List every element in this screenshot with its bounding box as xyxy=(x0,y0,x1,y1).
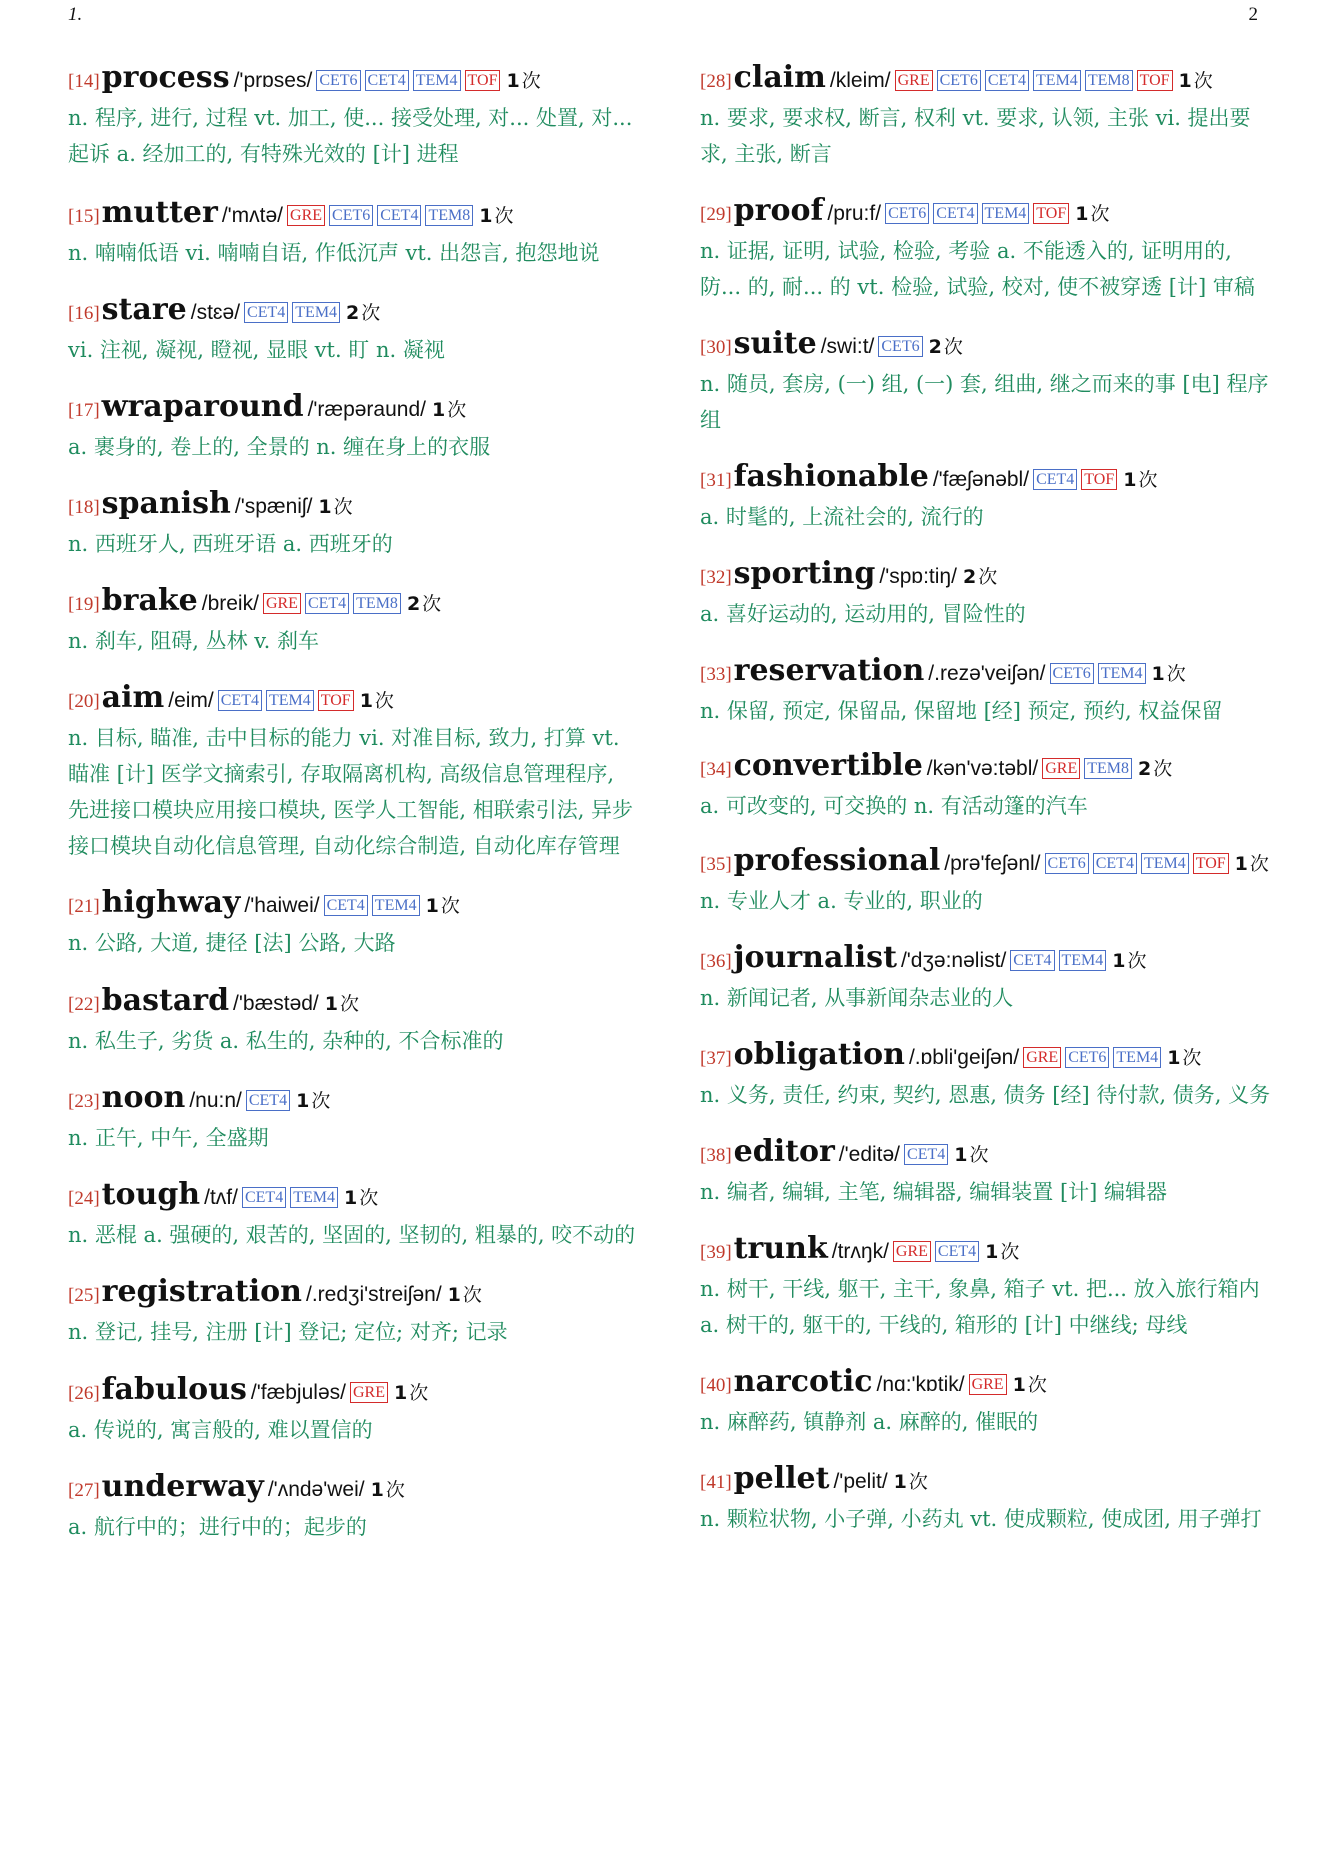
entry-headline xyxy=(68,1274,638,1314)
entry-index: [24] xyxy=(68,1188,100,1209)
entry-headline xyxy=(68,195,638,235)
phonetic: /nu:n/ xyxy=(189,1089,242,1112)
entry-index: [38] xyxy=(700,1145,732,1166)
exam-tag-tem8: TEM8 xyxy=(1084,758,1132,779)
entry-headline xyxy=(700,843,1272,883)
count-unit: 次 xyxy=(494,205,514,227)
definition: n. 新闻记者, 从事新闻杂志业的人 xyxy=(700,986,1014,1010)
count-unit: 次 xyxy=(422,593,442,615)
page-number-right: 2 xyxy=(1248,4,1258,25)
exam-tag-tem4: TEM4 xyxy=(1059,950,1107,971)
headword: noon xyxy=(101,1080,186,1115)
exam-tag-cet4: CET4 xyxy=(365,70,409,91)
occurrence-count: 1 xyxy=(447,1284,461,1306)
headword: narcotic xyxy=(733,1364,873,1399)
exam-tag-tem4: TEM4 xyxy=(266,690,314,711)
entry-headline xyxy=(700,748,1272,788)
occurrence-count: 1 xyxy=(318,496,332,518)
exam-tag-cet6: CET6 xyxy=(878,336,922,357)
entry-index: [25] xyxy=(68,1285,100,1306)
entry-index: [16] xyxy=(68,303,100,324)
count-unit: 次 xyxy=(1182,1047,1202,1069)
exam-tag-tem4: TEM4 xyxy=(982,203,1030,224)
phonetic: /'pelit/ xyxy=(833,1470,888,1493)
definition: n. 西班牙人, 西班牙语 a. 西班牙的 xyxy=(68,532,393,556)
phonetic: /'editə/ xyxy=(838,1143,901,1166)
exam-tag-gre: GRE xyxy=(895,70,933,91)
occurrence-count: 1 xyxy=(393,1382,408,1404)
headword: registration xyxy=(101,1274,302,1309)
entry-headline xyxy=(68,885,638,925)
entry-fabulous xyxy=(68,1372,638,1448)
headword: editor xyxy=(733,1134,835,1169)
phonetic: /'fæbjuləs/ xyxy=(250,1381,346,1404)
phonetic: /prə'feʃənl/ xyxy=(944,852,1041,875)
count-unit: 次 xyxy=(521,70,541,92)
definition: n. 刹车, 阻碍, 丛林 v. 刹车 xyxy=(68,629,319,653)
occurrence-count: 1 xyxy=(324,993,339,1015)
exam-tag-cet4: CET4 xyxy=(985,70,1029,91)
definition: n. 恶棍 a. 强硬的, 艰苦的, 坚固的, 坚韧的, 粗暴的, 咬不动的 xyxy=(68,1223,636,1247)
exam-tag-cet4: CET4 xyxy=(324,895,368,916)
phonetic: /.redʒi'streiʃən/ xyxy=(306,1283,442,1306)
occurrence-count: 2 xyxy=(928,336,942,358)
entry-headline xyxy=(700,1134,1272,1174)
exam-tag-tem4: TEM4 xyxy=(290,1187,338,1208)
count-unit: 次 xyxy=(978,566,998,588)
exam-tag-tof: TOF xyxy=(1137,70,1173,91)
entry-index: [28] xyxy=(700,71,732,92)
entry-claim xyxy=(700,60,1272,172)
entry-headline xyxy=(68,1080,638,1120)
entry-journalist xyxy=(700,940,1272,1016)
headword: stare xyxy=(101,292,187,327)
definition: n. 专业人才 a. 专业的, 职业的 xyxy=(700,889,983,913)
count-unit: 次 xyxy=(374,690,394,712)
entry-headline xyxy=(68,60,638,100)
occurrence-count: 1 xyxy=(985,1241,999,1263)
entry-index: [37] xyxy=(700,1048,732,1069)
headword: underway xyxy=(101,1469,264,1504)
entry-noon xyxy=(68,1080,638,1156)
entry-mutter xyxy=(68,195,638,271)
occurrence-count: 1 xyxy=(1123,469,1137,491)
phonetic: /'prɒses/ xyxy=(233,69,313,92)
occurrence-count: 1 xyxy=(359,690,373,712)
entry-index: [15] xyxy=(68,206,100,227)
entry-index: [34] xyxy=(700,759,732,780)
headword: claim xyxy=(733,60,826,95)
entry-index: [21] xyxy=(68,896,100,917)
occurrence-count: 2 xyxy=(406,593,421,615)
entry-suite xyxy=(700,326,1272,438)
entry-headline xyxy=(700,60,1272,100)
entry-fashionable xyxy=(700,459,1272,535)
phonetic: /.ɒbli'geiʃən/ xyxy=(908,1046,1020,1069)
entry-headline xyxy=(68,486,638,526)
occurrence-count: 1 xyxy=(954,1144,968,1166)
exam-tag-tem4: TEM4 xyxy=(1033,70,1081,91)
exam-tag-cet4: CET4 xyxy=(244,302,288,323)
exam-tag-cet4: CET4 xyxy=(218,690,262,711)
entry-headline xyxy=(68,1469,638,1509)
headword: fabulous xyxy=(101,1372,247,1407)
definition: a. 时髦的, 上流社会的, 流行的 xyxy=(700,505,984,529)
exam-tag-tem8: TEM8 xyxy=(1085,70,1133,91)
entry-spanish xyxy=(68,486,638,562)
count-unit: 次 xyxy=(1090,203,1110,225)
occurrence-count: 1 xyxy=(1178,70,1192,92)
headword: reservation xyxy=(733,653,925,688)
exam-tag-gre: GRE xyxy=(893,1241,931,1262)
exam-tag-cet6: CET6 xyxy=(316,70,360,91)
phonetic: /'ʌndə'wei/ xyxy=(267,1478,365,1501)
entry-index: [27] xyxy=(68,1480,100,1501)
exam-tag-tem4: TEM4 xyxy=(413,70,461,91)
exam-tag-tem4: TEM4 xyxy=(292,302,340,323)
phonetic: /'bæstəd/ xyxy=(233,992,319,1015)
exam-tag-cet6: CET6 xyxy=(937,70,981,91)
exam-tag-gre: GRE xyxy=(350,1382,388,1403)
entry-stare xyxy=(68,292,638,368)
entry-headline xyxy=(700,1037,1272,1077)
exam-tag-cet4: CET4 xyxy=(1010,950,1054,971)
count-unit: 次 xyxy=(409,1382,429,1404)
right-column xyxy=(700,60,1272,1537)
entry-process xyxy=(68,60,638,172)
exam-tag-tem4: TEM4 xyxy=(1113,1047,1161,1068)
phonetic: /breik/ xyxy=(201,592,259,615)
exam-tag-tof: TOF xyxy=(1081,469,1117,490)
entry-pellet xyxy=(700,1461,1272,1537)
definition: a. 喜好运动的, 运动用的, 冒险性的 xyxy=(700,602,1026,626)
occurrence-count: 1 xyxy=(1151,663,1165,685)
entry-index: [29] xyxy=(700,204,732,225)
definition: n. 随员, 套房, (一) 组, (一) 套, 组曲, 继之而来的事 [电] 程序组 xyxy=(700,372,1269,432)
exam-tag-tem4: TEM4 xyxy=(1141,853,1189,874)
entry-headline xyxy=(700,193,1272,233)
entry-index: [23] xyxy=(68,1091,100,1112)
occurrence-count: 1 xyxy=(893,1471,907,1493)
headword: aim xyxy=(101,680,165,715)
entry-headline xyxy=(700,1364,1272,1404)
phonetic: /swi:t/ xyxy=(820,335,875,358)
entry-trunk xyxy=(700,1231,1272,1343)
exam-tag-tof: TOF xyxy=(318,690,354,711)
headword: highway xyxy=(101,885,241,920)
occurrence-count: 1 xyxy=(1075,203,1089,225)
exam-tag-cet4: CET4 xyxy=(1093,853,1137,874)
definition: n. 登记, 挂号, 注册 [计] 登记; 定位; 对齐; 记录 xyxy=(68,1320,508,1344)
headword: tough xyxy=(101,1177,201,1212)
headword: proof xyxy=(733,193,824,228)
definition: n. 证据, 证明, 试验, 检验, 考验 a. 不能透入的, 证明用的, 防... 的, 耐... 的 vt. 检验, 试验, 校对, 使不被穿透 [计] 审稿 xyxy=(700,239,1255,299)
entry-headline xyxy=(700,653,1272,693)
exam-tag-tem8: TEM8 xyxy=(353,593,401,614)
exam-tag-tem4: TEM4 xyxy=(372,895,420,916)
entry-headline xyxy=(700,459,1272,499)
occurrence-count: 1 xyxy=(1167,1047,1181,1069)
exam-tag-cet6: CET6 xyxy=(885,203,929,224)
headword: trunk xyxy=(733,1231,828,1266)
count-unit: 次 xyxy=(943,336,963,358)
exam-tag-cet4: CET4 xyxy=(933,203,977,224)
headword: obligation xyxy=(733,1037,905,1072)
definition: n. 喃喃低语 vi. 喃喃自语, 作低沉声 vt. 出怨言, 抱怨地说 xyxy=(68,241,600,265)
exam-tag-cet4: CET4 xyxy=(935,1241,979,1262)
phonetic: /trʌŋk/ xyxy=(831,1240,889,1263)
entry-index: [31] xyxy=(700,470,732,491)
count-unit: 次 xyxy=(1153,758,1173,780)
definition: n. 颗粒状物, 小子弹, 小药丸 vt. 使成颗粒, 使成团, 用子弹打 xyxy=(700,1507,1262,1531)
entry-index: [17] xyxy=(68,400,100,421)
entry-index: [30] xyxy=(700,337,732,358)
exam-tag-cet4: CET4 xyxy=(904,1144,948,1165)
entry-headline xyxy=(700,556,1272,596)
count-unit: 次 xyxy=(1193,70,1213,92)
definition: a. 航行中的；进行中的；起步的 xyxy=(68,1515,367,1539)
entry-obligation xyxy=(700,1037,1272,1113)
occurrence-count: 2 xyxy=(346,302,360,324)
count-unit: 次 xyxy=(1166,663,1186,685)
entry-headline xyxy=(68,680,638,720)
entry-headline xyxy=(68,983,638,1023)
entry-professional xyxy=(700,843,1272,919)
definition: n. 保留, 预定, 保留品, 保留地 [经] 预定, 预约, 权益保留 xyxy=(700,699,1223,723)
exam-tag-cet4: CET4 xyxy=(246,1090,290,1111)
entry-index: [33] xyxy=(700,664,732,685)
definition: n. 义务, 责任, 约束, 契约, 恩惠, 债务 [经] 待付款, 债务, 义务 xyxy=(700,1083,1271,1107)
entry-index: [14] xyxy=(68,71,100,92)
entry-headline xyxy=(700,940,1272,980)
definition: a. 可改变的, 可交换的 n. 有活动篷的汽车 xyxy=(700,794,1088,818)
entry-index: [40] xyxy=(700,1375,732,1396)
entry-narcotic xyxy=(700,1364,1272,1440)
count-unit: 次 xyxy=(1249,853,1269,875)
headword: bastard xyxy=(101,983,230,1018)
count-unit: 次 xyxy=(908,1471,928,1493)
phonetic: /nɑ:'kɒtik/ xyxy=(876,1373,965,1396)
phonetic: /kleim/ xyxy=(829,69,891,92)
entry-index: [41] xyxy=(700,1472,732,1493)
exam-tag-gre: GRE xyxy=(1023,1047,1061,1068)
entry-wraparound xyxy=(68,389,638,465)
count-unit: 次 xyxy=(1127,950,1147,972)
phonetic: /tʌf/ xyxy=(204,1186,238,1209)
entry-index: [32] xyxy=(700,567,732,588)
occurrence-count: 1 xyxy=(1234,853,1248,875)
entry-index: [36] xyxy=(700,951,732,972)
exam-tag-gre: GRE xyxy=(287,205,325,226)
definition: vi. 注视, 凝视, 瞪视, 显眼 vt. 盯 n. 凝视 xyxy=(68,338,445,362)
definition: n. 树干, 干线, 躯干, 主干, 象鼻, 箱子 vt. 把... 放入旅行箱内 a. 树干的, 躯干的, 干线的, 箱形的 [计] 中继线; 母线 xyxy=(700,1277,1260,1337)
occurrence-count: 2 xyxy=(962,566,977,588)
entry-headline xyxy=(700,326,1272,366)
entry-index: [26] xyxy=(68,1383,100,1404)
headword: journalist xyxy=(733,940,897,975)
entry-registration xyxy=(68,1274,638,1350)
entry-index: [22] xyxy=(68,994,100,1015)
phonetic: /'spɒ:tiŋ/ xyxy=(879,565,957,588)
headword: brake xyxy=(101,583,198,618)
phonetic: /pru:f/ xyxy=(827,202,882,225)
occurrence-count: 1 xyxy=(425,895,439,917)
occurrence-count: 1 xyxy=(296,1090,310,1112)
occurrence-count: 1 xyxy=(343,1187,358,1209)
phonetic: /'fæʃənəbl/ xyxy=(932,468,1030,491)
exam-tag-tof: TOF xyxy=(465,70,501,91)
count-unit: 次 xyxy=(447,399,467,421)
entry-index: [35] xyxy=(700,854,732,875)
entry-editor xyxy=(700,1134,1272,1210)
exam-tag-cet6: CET6 xyxy=(1045,853,1089,874)
page-number-left: 1. xyxy=(68,4,83,25)
exam-tag-cet6: CET6 xyxy=(329,205,373,226)
definition: n. 目标, 瞄准, 击中目标的能力 vi. 对准目标, 致力, 打算 vt. 瞄准 [计] 医学文摘索引, 存取隔离机构, 高级信息管理程序, 先进接口模块应用接口模块, 医学人工智能, 相联索引法, 异步接口模块自动化信息管理, 自动化综合制造, 自动化库存管理 xyxy=(68,726,634,858)
count-unit: 次 xyxy=(359,1187,379,1209)
entry-proof xyxy=(700,193,1272,305)
count-unit: 次 xyxy=(1000,1241,1020,1263)
exam-tag-gre: GRE xyxy=(1042,758,1080,779)
count-unit: 次 xyxy=(462,1284,482,1306)
entry-headline xyxy=(68,389,638,429)
occurrence-count: 1 xyxy=(370,1479,384,1501)
count-unit: 次 xyxy=(385,1479,405,1501)
occurrence-count: 1 xyxy=(479,205,493,227)
entry-bastard xyxy=(68,983,638,1059)
entry-sporting xyxy=(700,556,1272,632)
entry-headline xyxy=(68,292,638,332)
phonetic: /'ræpəraund/ xyxy=(307,398,426,421)
entry-convertible xyxy=(700,748,1272,824)
headword: process xyxy=(101,60,230,95)
entry-headline xyxy=(68,583,638,623)
entry-index: [19] xyxy=(68,594,100,615)
exam-tag-cet4: CET4 xyxy=(377,205,421,226)
phonetic: /'mʌtə/ xyxy=(221,204,284,227)
entry-index: [18] xyxy=(68,497,100,518)
definition: n. 编者, 编辑, 主笔, 编辑器, 编辑装置 [计] 编辑器 xyxy=(700,1180,1168,1204)
headword: spanish xyxy=(101,486,231,521)
count-unit: 次 xyxy=(361,302,381,324)
count-unit: 次 xyxy=(440,895,460,917)
phonetic: /'haiwei/ xyxy=(244,894,320,917)
entry-headline xyxy=(700,1231,1272,1271)
count-unit: 次 xyxy=(1138,469,1158,491)
exam-tag-cet4: CET4 xyxy=(242,1187,286,1208)
definition: n. 公路, 大道, 捷径 [法] 公路, 大路 xyxy=(68,931,396,955)
left-column xyxy=(68,60,638,1545)
entry-tough xyxy=(68,1177,638,1253)
headword: convertible xyxy=(733,748,923,783)
phonetic: /'dʒə:nəlist/ xyxy=(900,949,1007,972)
headword: wraparound xyxy=(101,389,304,424)
definition: n. 私生子, 劣货 a. 私生的, 杂种的, 不合标准的 xyxy=(68,1029,504,1053)
occurrence-count: 1 xyxy=(431,399,446,421)
entry-index: [39] xyxy=(700,1242,732,1263)
occurrence-count: 1 xyxy=(1112,950,1126,972)
exam-tag-cet6: CET6 xyxy=(1050,663,1094,684)
entry-reservation xyxy=(700,653,1272,729)
headword: pellet xyxy=(733,1461,830,1496)
definition: a. 裹身的, 卷上的, 全景的 n. 缠在身上的衣服 xyxy=(68,435,491,459)
definition: n. 程序, 进行, 过程 vt. 加工, 使... 接受处理, 对... 处置, 对... 起诉 a. 经加工的, 有特殊光效的 [计] 进程 xyxy=(68,106,633,166)
headword: fashionable xyxy=(733,459,929,494)
exam-tag-cet4: CET4 xyxy=(1033,469,1077,490)
entry-headline xyxy=(68,1177,638,1217)
occurrence-count: 2 xyxy=(1138,758,1152,780)
entry-index: [20] xyxy=(68,691,100,712)
phonetic: /eim/ xyxy=(168,689,214,712)
headword: suite xyxy=(733,326,817,361)
count-unit: 次 xyxy=(333,496,353,518)
entry-headline xyxy=(68,1372,638,1412)
exam-tag-tof: TOF xyxy=(1033,203,1069,224)
entry-headline xyxy=(700,1461,1272,1501)
exam-tag-gre: GRE xyxy=(969,1374,1007,1395)
phonetic: /'spæniʃ/ xyxy=(234,495,313,518)
exam-tag-tem8: TEM8 xyxy=(425,205,473,226)
count-unit: 次 xyxy=(340,993,360,1015)
exam-tag-cet4: CET4 xyxy=(305,593,349,614)
definition: n. 麻醉药, 镇静剂 a. 麻醉的, 催眠的 xyxy=(700,1410,1039,1434)
entry-brake xyxy=(68,583,638,659)
headword: mutter xyxy=(101,195,218,230)
phonetic: /.rezə'veiʃən/ xyxy=(928,662,1046,685)
phonetic: /kən'və:təbl/ xyxy=(926,757,1039,780)
definition: n. 正午, 中午, 全盛期 xyxy=(68,1126,269,1150)
exam-tag-tof: TOF xyxy=(1193,853,1229,874)
occurrence-count: 1 xyxy=(1012,1374,1026,1396)
definition: a. 传说的, 寓言般的, 难以置信的 xyxy=(68,1418,373,1442)
entry-highway xyxy=(68,885,638,961)
exam-tag-gre: GRE xyxy=(263,593,301,614)
exam-tag-cet6: CET6 xyxy=(1065,1047,1109,1068)
definition: n. 要求, 要求权, 断言, 权利 vt. 要求, 认领, 主张 vi. 提出要求, 主张, 断言 xyxy=(700,106,1251,166)
count-unit: 次 xyxy=(311,1090,331,1112)
entry-aim xyxy=(68,680,638,864)
count-unit: 次 xyxy=(969,1144,989,1166)
occurrence-count: 1 xyxy=(506,70,520,92)
headword: professional xyxy=(733,843,941,878)
exam-tag-tem4: TEM4 xyxy=(1098,663,1146,684)
entry-underway xyxy=(68,1469,638,1545)
phonetic: /stɛə/ xyxy=(190,301,241,324)
count-unit: 次 xyxy=(1027,1374,1047,1396)
headword: sporting xyxy=(733,556,876,591)
